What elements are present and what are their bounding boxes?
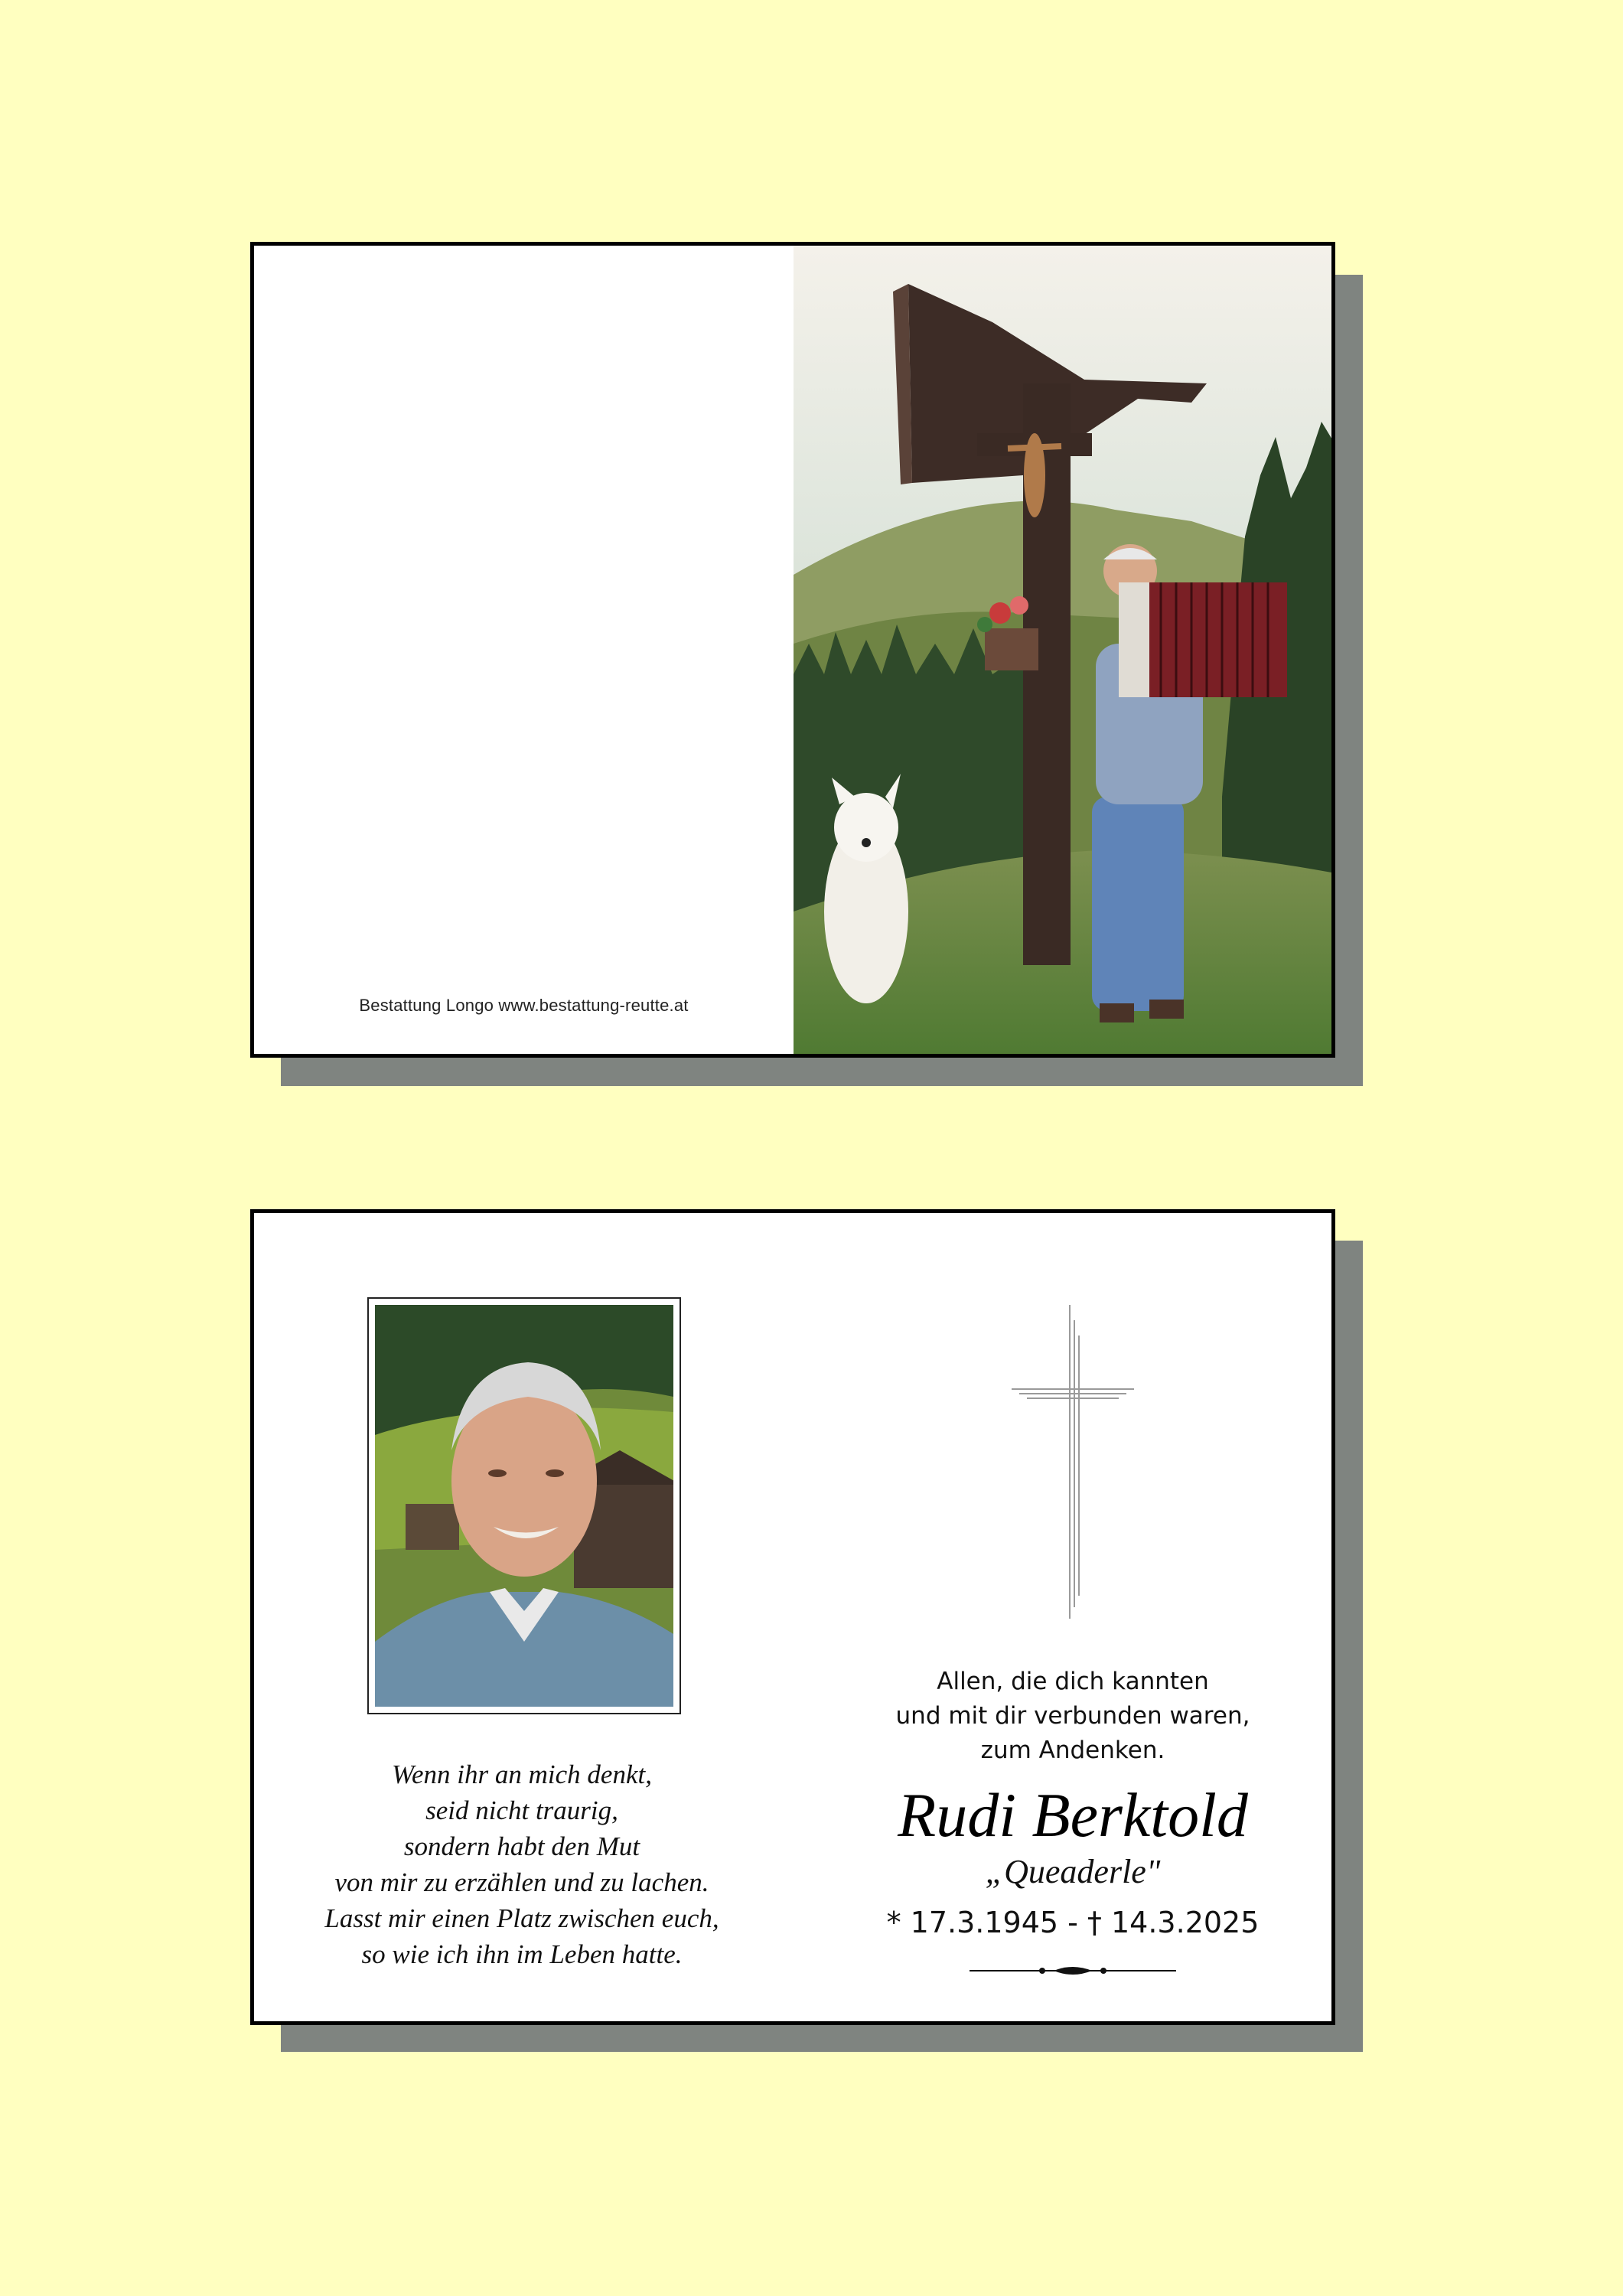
funeral-home-footer: Bestattung Longo www.bestattung-reutte.at [359, 996, 689, 1015]
memorial-poem [269, 1756, 774, 1972]
portrait-frame [367, 1297, 681, 1714]
ornament-divider-icon [970, 1963, 1176, 1978]
poem-line: von mir zu erzählen und zu lachen. [334, 1867, 709, 1897]
deceased-nickname: „Queaderle" [985, 1853, 1161, 1890]
cross-accordion-dog-photo [794, 246, 1335, 1058]
life-dates: * 17.3.1945 - † 14.3.2025 [886, 1906, 1260, 1939]
poem-line: so wie ich ihn im Leben hatte. [361, 1939, 683, 1969]
portrait-photo [375, 1305, 673, 1707]
poem-line: sondern habt den Mut [403, 1831, 640, 1861]
bottom-card [250, 1209, 1335, 2025]
deceased-name: Rudi Berktold [898, 1780, 1248, 1850]
poem-line: Wenn ihr an mich denkt, [392, 1760, 652, 1789]
memory-line: und mit dir verbunden waren, [895, 1702, 1250, 1730]
top-card [250, 242, 1335, 1058]
memory-line: Allen, die dich kannten [937, 1668, 1209, 1695]
poem-line: seid nicht traurig, [425, 1795, 618, 1825]
cross-icon [1004, 1305, 1142, 1619]
memory-line: zum Andenken. [980, 1737, 1165, 1764]
poem-line: Lasst mir einen Platz zwischen euch, [324, 1903, 719, 1933]
top-card-blank-panel [254, 246, 794, 1054]
memory-dedication [851, 1665, 1295, 1768]
